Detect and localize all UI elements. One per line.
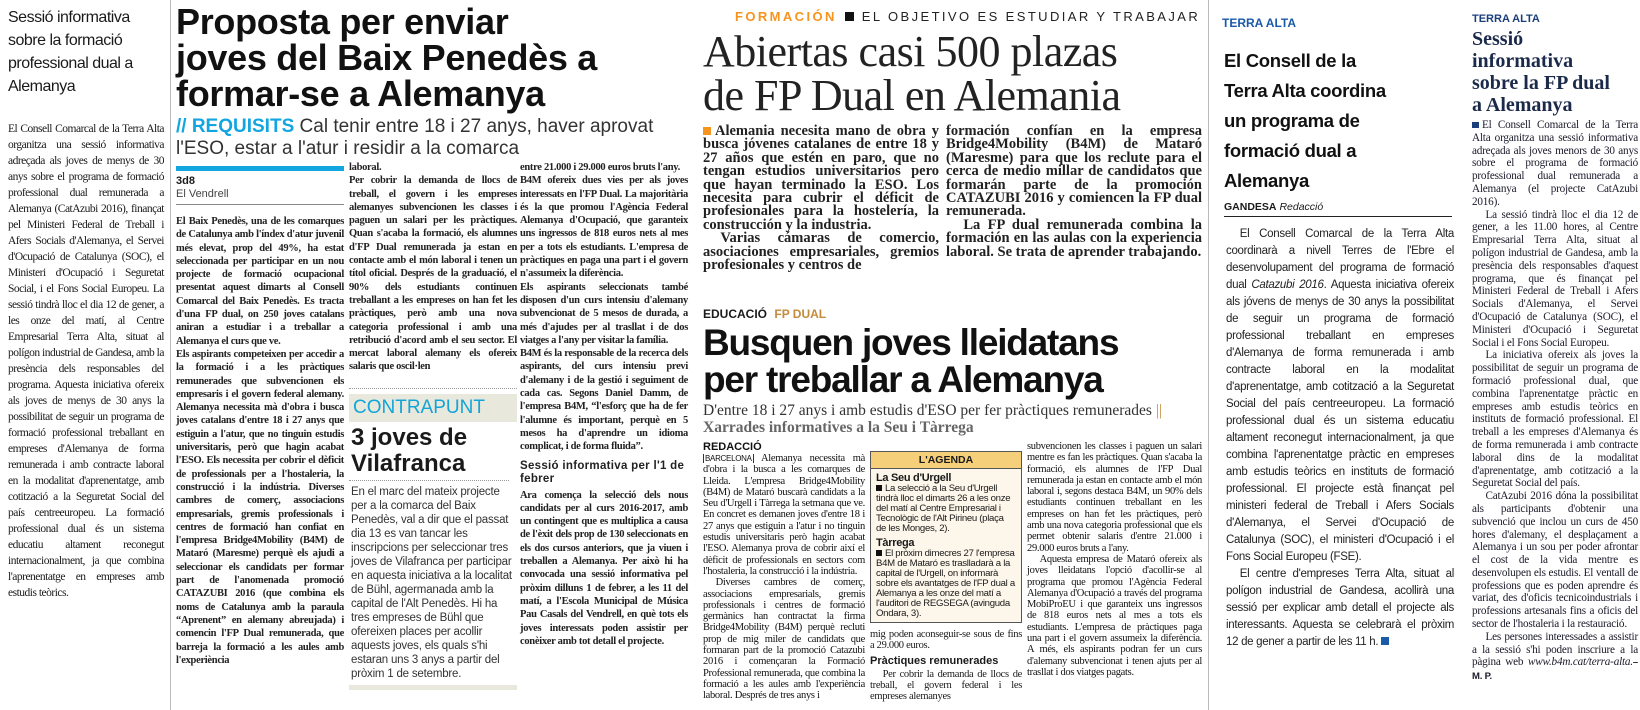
contrapunt-title: 3 joves de Vilafranca [349,422,509,481]
column-1: El Baix Penedès, una de les comarques de Catalunya amb l'índex d'atur juvenil més elevat, prop del 49%, ha estat seleccionada per participar en un nou projecte de formació ocupacional presentat aquest dimarts al Consell Comarcal del Baix Penedès. Es tracta d'una FP dual, on 250 joves catalans aniran a estudiar i a treballar a Alemanya el curs que ve. Els aspirants competeixen per accedir a la formació i a les pràctiques remunerades que subvencionen els empresaris i el govern federal alemany. Alemanya necessita mà d'obra i busca joves catalans d'entre 18 i 27 anys que estiguin a l'atur, que no tinguin estudis universitaris, però que hagin acabat l'ESO. Els necessita per cobrir el dèficit de professionals per a l'hostaleria, la construcció i la indústria. Diverses cambres de comerç, associacions empresarials, gremis professionals i centres de formació han confiat en l'empresa Bridge4Mobility (B4M) de Mataró (Maresme) perquè els ajudi a seleccionar els candidats per formar part de l'anomenada promoció CATAZUBI 2016 (que combina els noms de Catalunya amb la paraula “Aprenent” en alemany abreujada) i comencin l'FP Dual remunerada, que barreja la formació a les aules amb l'experiència [176,216,344,666]
section-header [735,9,1200,24]
signature: –M. P. [1472,657,1638,683]
column-3: entre 21.000 i 29.000 euros bruts l'any. B4M ofereix dues vies per als joves interessats en l'FP Dual. La majoritària és la que promou l'Agència Federal Alemanya d'Ocupació, que garanteix uns ingressos de 818 euros nets al mes per a tots els estudiants. L'empresa de pràctiques en paga una part i el govern n'assumeix la diferència. Els aspirants seleccionats també disposen d'un curs intensiu d'alemany subvencionat de 5 mesos de durada, a més d'ajudes per al trasllat i de dos viatges a l'any per visitar la família. B4M és la responsable de la recerca dels aspirants, del curs intensiu previ d'alemany i de la gestió i seguiment de cada cas. Segons Daniel Damm, de l'empresa B4M, “l'esforç que ha de fer l'alumne és important, perquè en 5 mesos ha d'aprendre un idioma complicat, i de forma fluida”. Sessió informativa per l'1 de febrer Ara comença la selecció dels nous candidats per al curs 2016-2017, amb un contingent que es multiplica a causa de l'èxit dels prop de 130 seleccionats en els dos cursos anteriors, que ja viuen i treballen a Alemanya. Per això hi ha convocada una sessió informativa pel pròxim dilluns 1 de febrer, a les 11 del matí, a l'Escola Municipal de Música Pau Casals del Vendrell, en què tots els joves interessats poden assistir per conèixer amb tot detall el projecte. [520,162,688,647]
column-3: subvencionen les classes i paguen un salari mentre es fan les pràctiques. Quan s'acaba la formació, els alumnes de l'FP Dual remunerada ja estan en contacte amb el món laboral i, segons destaca B4M, un 90% dels estudiants continuen treballant en les empreses on han fet les pràctiques, però amb una nova categoria professional que els permet obtenir salaris d'entre 21.000 i 29.000 euros bruts a l'any. Aquesta empresa de Mataró ofereix als joves lleidatans l'opció d'acollir-se al programa que promou l'Agència Federal Alemanya d'Ocupació a través del programa MobiProEU i que garanteix uns ingressos de 818 euros nets al mes a tots els estudiants. L'empresa de pràctiques paga una part i el govern assumeix la diferència. A més, els aspirants podran fer un curs d'alemany subvencionat i tenen ajuts per al trasllat i dos viatges pagats. [1027,441,1202,678]
column-2: L'AGENDA La Seu d'Urgell La selecció a la Seu d'Urgell tindrà lloc el dimarts 26 a les onze del matí al Centre Empresarial i Tecnològic de l'Alt Pirineu (plaça de les Monges, 2). Tàrrega El pròxim dimecres 27 l'empresa B4M de Mataró es traslladarà a la capital de l'Urgell, on informarà sobre els avantatges de l'FP dual a Alemanya a les onze del matí a l'auditori de REGSEGA (avinguda Ondara, 3). mig poden aconseguir-se sous de fins a 29.000 euros. Pràctiques remunerades Per cobrir la demanda de llocs de treball, el govern federal i les empreses alemanyes [870,451,1022,702]
section-label: TERRA ALTA [1472,13,1540,25]
contrapunt-body: En el marc del mateix projecte per a la comarca del Baix Penedès, val a dir que el passat dia 13 es van tancar les inscripcions per seleccionar tres joves de Vilafranca per participar en aquesta iniciativa a la localitat de Bühl, agermanada amb la capital de l'Alt Penedès. Hi ha tres empreses de Bühl que ofereixen places per acollir aquests joves, els quals s'hi estaran uns 3 anys a partir del pròxim 1 de setembre. [351,486,512,680]
deck: D'entre 18 i 27 anys i amb estudis d'ESO per fer pràctiques remunerades || Xarrades informatives a la Seu i Tàrrega [703,402,1163,436]
agenda-item: La selecció a la Seu d'Urgell tindrà lloc el dimarts 26 a les onze del matí al Centre Empresarial i Tecnològic de l'Alt Pirineu (plaça de les Monges, 2). [876,483,1011,534]
agenda-place: La Seu d'Urgell [876,472,952,484]
dateline: El Vendrell [176,188,229,200]
column-2: laboral. Per cobrir la demanda de llocs de treball, el govern i les empreses alemanyes subvencionen les classes i paguen un salari per les pràctiques. Quan s'acaba la formació, els alumnes d'FP Dual remunerada ja estan en contacte amb el món laboral i tenen un títol oficial. Després de la graduació, el 90% dels estudiants continuen treballant a les empreses on han fet les pràctiques, però amb una nova categoria professional i amb una retribució d'acord amb el seu sector. El mercat laboral alemany els ofereix salaris que oscil·len [349,162,517,373]
section-header: EDUCACIÓ FP DUAL [703,307,827,321]
agenda-title: L'AGENDA [871,452,1021,469]
column-1: Alemania necesita mano de obra y busca jóvenes catalanes de entre 18 y 27 años que estén en paro, que no tengan estudios universitarios pero que hayan terminado la ESO. Los necesita para cubrir el déficit de profesionales para la hostelería, la construcción y la industria. Varias cámaras de comercio, asociaciones empresariales, gremios profesionales y centros de [703,123,939,274]
square-bullet-icon [845,12,854,21]
article-body: El Consell Comarcal de la Terra Alta coordinarà a nivell Terres de l'Ebre el desenvolupament del programa de formació dual Catazubi 2016. Aquesta iniciativa ofereix als jóvens de menys de 30 anys la possibilitat de seguir un programa de formació professional treballant en empreses d'Alemanya de forma remunerada i amb contracte laboral en la modalitat d'aprenentatge, amb cotització a la Seguretat Social del país centreeuropeu. La formació professional dual és un sistema educatiu altament reconegut internacionalment, ja que combina l'aprenentatge pràctic en empreses amb estudis teòrics en instituts de formació professional. El projecte està finançat pel ministeri federal de Treball i Afers Socials d'Alemanya, el Servei d'Ocupació de Catalunya (SOC), el ministeri d'Ocupació i el Fons Social Europeu (FSE). El centre d'empreses Terra Alta, situat al polígon industrial de Gandesa, acollirà una sessió per explicar amb detall el projecte als interessants. Aquesta se celebrarà el pròxim 12 de gener a partir de les 11 h. [1226,228,1454,648]
agenda-place: Tàrrega [876,537,915,549]
byline: REDACCIÓ [703,441,762,453]
dotted-rule [349,388,517,389]
headline: El Consell de la Terra Alta coordina un programa de formació dual a Alemanya [1224,50,1386,191]
column-divider [170,0,171,710]
section-label: TERRA ALTA [1222,16,1296,30]
end-mark-icon [1381,637,1389,645]
square-bullet-icon [703,127,711,135]
column-1: REDACCIÓ BARCELONA Alemanya necessita mà d'obra i la busca a les comarques de Lleida. L'empresa Bridge4Mobility (B4M) de Mataró buscarà candidats a la Seu d'Urgell i Tàrrega la setmana que ve. En concret es demanen joves d'entre 18 i 27 anys que estiguin a l'atur i no tinguin estudis universitaris però hagin acabat l'ESO. Alemanya prova de cobrir així el dèficit de professionals en sectors com l'hostaleria, la construcció i la indústria. Diverses cambres de comerç, associacions empresarials, gremis professionals i centres de formació germànics han contractat la firma Bridge4Mobility (B4M) perquè recluti prop de mig miler de candidats que formaran part de la promoció Catazubi 2016 i començaran la Formació Professional remunerada, que combina la formació a les aules amb l'experiència laboral. Després de tres anys i [703,441,866,702]
section-tagline: EL OBJETIVO ES ESTUDIAR Y TRABAJAR [861,9,1201,24]
column-divider [1208,0,1209,710]
headline: Sessió informativa sobre la FP dual a Alemanya [1472,28,1610,116]
agenda-box [870,451,1022,623]
contrapunt-box [349,394,517,690]
accent-bar [176,166,344,171]
rule [1224,216,1452,217]
headline: Proposta per enviar joves del Baix Penedès a formar-se a Alemanya [176,1,598,114]
column-2: formación confían en la empresa Bridge4Mobility (B4M) de Mataró (Maresme) para que los reclute para el cerca de medio millar de candidatos que formarán parte de la promoción CATAZUBI 2016 y comiencen la FP dual remunerada. La FP dual remunerada combina la formación en las aulas con la experiencia laboral. Se trata de aprender trabajando. [946,123,1202,260]
headline: Abiertas casi 500 plazas de FP Dual en Alemania [703,27,1121,120]
website-link[interactable]: www.b4m.cat/terra-alta. [1528,656,1633,669]
dateline: BARCELONA [705,454,752,463]
rule [176,204,344,205]
agenda-item: El pròxim dimecres 27 l'empresa B4M de Mataró es traslladarà a la capital de l'Urgell, on informarà sobre els avantatges de l'FP dual a Alemanya a les onze del matí a l'auditori de REGSEGA (avinguda Ondara, 3). [876,548,1015,619]
square-bullet-icon [876,485,882,491]
square-bullet-icon [1472,122,1479,128]
section-subhead: Sessió informativa per l'1 de febrer [520,459,685,485]
author: 3d8 [176,175,195,187]
subheadline: // REQUISITS Cal tenir entre 18 i 27 anys, haver aprovat l'ESO, estar a l'atur i residir a la comarca [176,116,654,159]
contrapunt-label: CONTRAPUNT [349,394,517,422]
square-bullet-icon [876,550,882,556]
article-body: El Consell Comarcal de la Terra Alta organitza una sessió informativa adreçada als joves de menys de 30 anys sobre el programa de formació professional dual remunerada a Alemanya (CatAzubi 2016), finançat pel Ministeri Federal de Treball i Afers Socials d'Alemanya, el Servei d'Ocupació de Catalunya (SOC), el Ministeri d'Ocupació i Seguretat Social, i el Fons Social Europeu. La sessió tindrà lloc el dia 12 de gener, a les onze del matí, al Centre Empresarial Terra Alta, situat al polígon industrial de Gandesa, amb la presència dels responsables del programa. Aquesta iniciativa ofereix als joves de menys de 30 anys la possibilitat de seguir un programa de formació professional treballant en empreses d'Alemanya de forma remunerada i amb contracte laboral en la modalitat d'aprenentatge, amb cotització a la Seguretat Social del país centreeuropeu. La formació professional dual és un sistema educatiu altament reconegut internacionalment, ja que combina l'aprenentatge en empreses amb estudis teòrics. [8,123,164,599]
contrapunt-footer-bar [349,685,517,690]
byline: GANDESA Redacció [1224,201,1324,213]
kicker: // REQUISITS [176,116,295,137]
section-label: FORMACIÓN [735,9,837,24]
section-subhead: Pràctiques remunerades [870,654,999,667]
article-body: El Consell Comarcal de la Terra Alta organitza una sessió informativa adreçada als joves menors de 30 anys sobre el programa de formació professional dual remunerada a Alemanya (el projecte CatAzubi 2016). La sessió tindrà lloc el dia 12 de gener, a les 11.00 hores, al Centre Empresarial Terra Alta, situat al polígon industrial de Gandesa, amb la presència dels responsables d'aquest programa, que és finançat pel Ministeri Federal de Treball i Afers Socials d'Alemanya, el Servei d'Ocupació de Catalunya (SOC), el Ministeri d'Ocupació i Seguretat Social i el Fons Social Europeu. La iniciativa ofereix als joves la possibilitat de seguir un programa de formació professional dual, que combina l'aprenentatge pràctic en empreses amb estudis teòrics en instituts de formació professional. El treball a les empreses d'Alemanya és de forma remunerada i amb contracte laboral dins de la modalitat d'aprenentatge, amb cotització a la Seguretat Social del país. CatAzubi 2016 dóna la possibilitat als participants d'obtenir una subvenció que inclou un curs de 450 hores d'alemany, el desplaçament a Alemanya i un sou per poder afrontar el cost de la vida mentre es desenvolupen els estudis. El ventall de professions que es poden aprendre és variat, des d'oficis tecnicoindustrials i professions artesanals fins a oficis del sector de l'hostaleria i la restauració. Les persones interessades a assistir a la sessió s'hi poden inscriure a la pàgina web www.b4m.cat/terra-alta.–M. P. [1472,119,1638,683]
headline: Sessió informativa sobre la formació professional dual a Alemanya [8,9,133,95]
headline: Busquen joves lleidatans per treballar a Alemanya [703,322,1119,400]
